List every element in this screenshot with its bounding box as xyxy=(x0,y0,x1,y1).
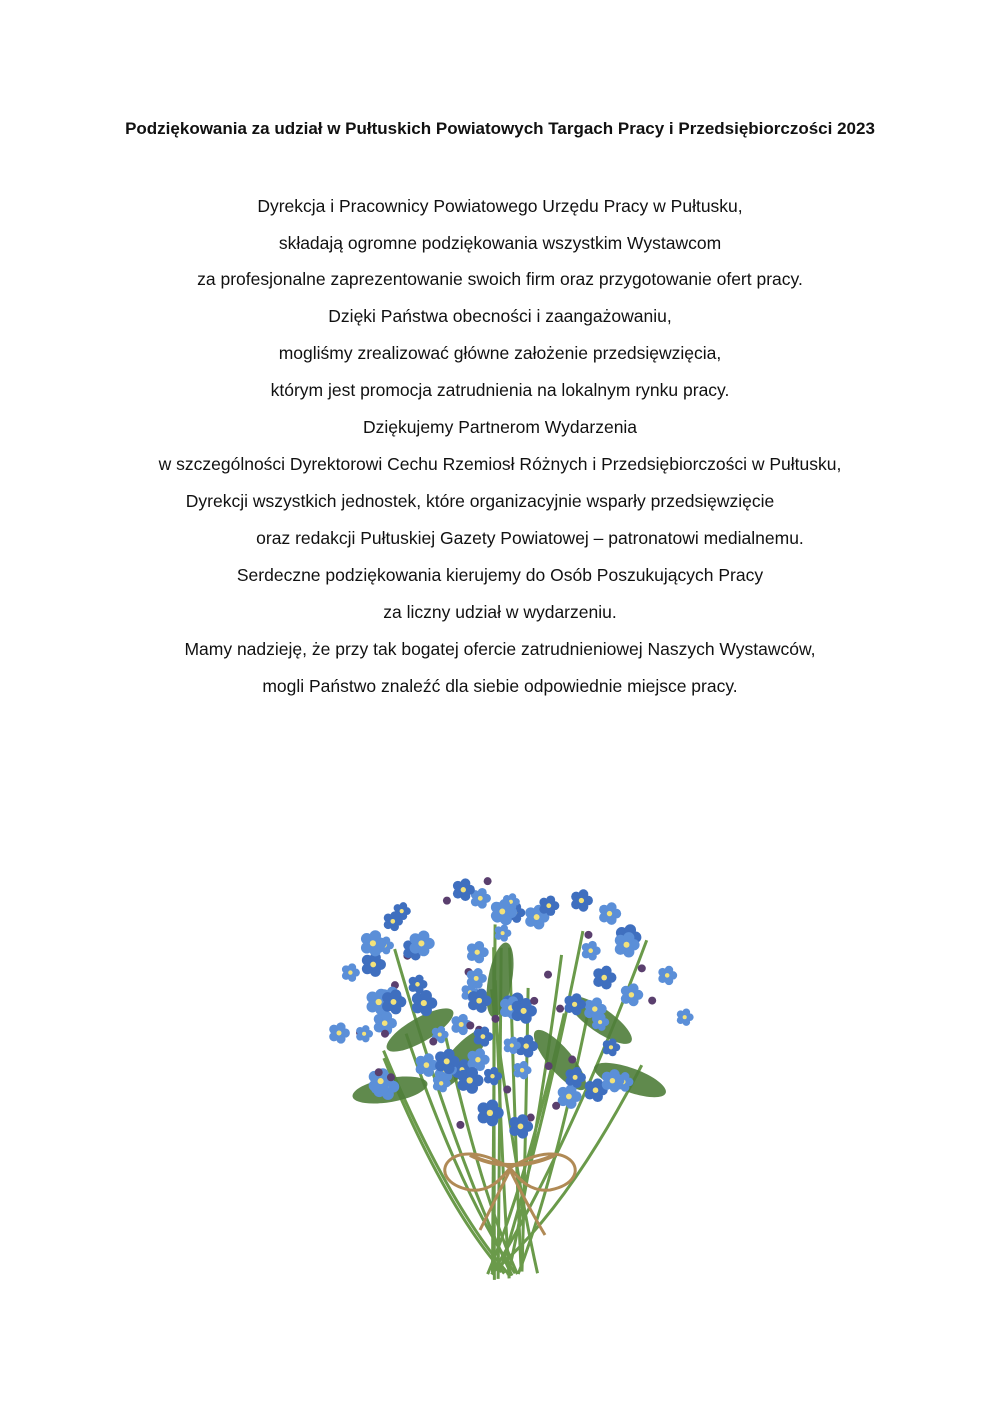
flower-bud xyxy=(568,1056,576,1064)
flower-center xyxy=(518,1124,524,1130)
petal xyxy=(459,1059,468,1068)
flower-center xyxy=(588,948,593,953)
flower-center xyxy=(593,1087,599,1093)
petal xyxy=(523,1035,533,1045)
body-line: Mamy nadzieję, że przy tak bogatej ofercie zatrudnieniowej Naszych Wystawców, xyxy=(184,639,816,659)
flower-center xyxy=(609,1045,613,1049)
flower xyxy=(621,983,643,1006)
petal xyxy=(572,993,582,1003)
petal xyxy=(478,888,487,897)
petal xyxy=(336,1022,345,1031)
flower-center xyxy=(523,1043,528,1048)
flower-bud xyxy=(544,971,552,979)
flower-center xyxy=(546,903,551,908)
flower-bud xyxy=(492,1015,500,1023)
document-title: Podziękowania za udział w Pułtuskich Powiatowych Targach Pracy i Przedsiębiorczości 2023 xyxy=(125,119,875,138)
flower-center xyxy=(520,1068,524,1072)
body-line: Serdeczne podziękowania kierujemy do Osób Poszukujących Pracy xyxy=(236,565,764,585)
flower-bud xyxy=(443,897,451,905)
body-line: składają ogromne podziękowania wszystkim Wystawcom xyxy=(278,233,722,253)
flower-center xyxy=(439,1081,443,1085)
petal xyxy=(592,1078,602,1088)
flower xyxy=(495,925,512,942)
petal xyxy=(475,1048,485,1058)
flower-center xyxy=(629,992,634,997)
flower xyxy=(677,1008,694,1025)
petal xyxy=(607,902,617,912)
flower-bud xyxy=(556,1005,564,1013)
flower-center xyxy=(400,909,404,913)
body-line: którym jest promocja zatrudnienia na lokalnym rynku pracy. xyxy=(270,380,730,400)
flower-center xyxy=(376,999,382,1005)
flower-center xyxy=(607,911,612,916)
flower-center xyxy=(521,1008,527,1014)
flower-center xyxy=(467,1077,473,1083)
flower-bud xyxy=(584,931,592,939)
flower-bud xyxy=(552,1102,560,1110)
petal xyxy=(628,983,638,993)
flower-center xyxy=(337,1031,342,1036)
flower-center xyxy=(573,1075,578,1080)
flower xyxy=(539,895,559,915)
forget-me-not-bouquet-icon xyxy=(300,850,720,1290)
flower-center xyxy=(415,982,420,987)
petal xyxy=(476,989,487,1000)
flower-center xyxy=(390,919,395,924)
petal xyxy=(443,1049,454,1060)
flower-center xyxy=(382,1020,388,1026)
flower xyxy=(467,968,487,989)
petal xyxy=(420,990,431,1001)
flower-center xyxy=(475,950,480,955)
flower-center xyxy=(370,962,376,968)
body-line: w szczególności Dyrektorowi Cechu Rzemiosł Różnych i Przedsiębiorczości w Pułtusku, xyxy=(158,454,842,474)
flower xyxy=(474,1027,494,1047)
petal xyxy=(474,941,484,951)
petal xyxy=(370,930,382,942)
flower-bud xyxy=(387,1073,395,1081)
flower-bud xyxy=(648,997,656,1005)
flower-bud xyxy=(503,1085,511,1093)
flower-center xyxy=(459,1022,464,1027)
petal xyxy=(578,889,588,899)
flower-bud xyxy=(381,1030,389,1038)
petal xyxy=(362,1025,370,1033)
petal xyxy=(499,899,510,910)
petal xyxy=(623,932,634,943)
petal xyxy=(546,895,555,904)
flower-center xyxy=(475,1057,480,1062)
body-line: mogli Państwo znaleźć dla siebie odpowiednie miejsce pracy. xyxy=(262,676,738,696)
flower xyxy=(593,966,616,990)
flower-center xyxy=(461,887,466,892)
body-line: za liczny udział w wydarzeniu. xyxy=(383,602,617,622)
flower xyxy=(453,878,475,901)
petal xyxy=(399,902,407,910)
flower-center xyxy=(624,942,630,948)
petal xyxy=(588,941,597,950)
flower xyxy=(514,1061,532,1079)
flower-center xyxy=(579,898,584,903)
petal xyxy=(665,966,674,975)
flower xyxy=(658,966,677,985)
flower xyxy=(342,963,360,982)
petal xyxy=(423,1053,433,1063)
petal xyxy=(520,1061,528,1069)
flower-center xyxy=(481,1034,486,1039)
body-line: Dzięki Państwa obecności i zaangażowaniu, xyxy=(328,306,672,326)
flower-center xyxy=(683,1015,687,1019)
flower-center xyxy=(444,1058,450,1064)
flower-center xyxy=(592,1006,597,1011)
petal xyxy=(609,1038,617,1046)
petal xyxy=(474,968,483,977)
flower xyxy=(582,941,601,961)
flower-center xyxy=(534,914,540,920)
flower-center xyxy=(601,975,607,981)
petal xyxy=(609,1069,619,1079)
flower xyxy=(467,941,489,963)
petal xyxy=(682,1008,690,1016)
flower-center xyxy=(421,1000,427,1006)
body-line: Dyrekcja i Pracownicy Powiatowego Urzędu Pracy w Pułtusku, xyxy=(257,196,743,216)
flower-center xyxy=(566,1094,572,1100)
flower-center xyxy=(499,909,505,915)
flower-center xyxy=(478,896,483,901)
flower-bud xyxy=(484,877,492,885)
petal xyxy=(437,1026,445,1034)
petal xyxy=(592,997,602,1007)
petal xyxy=(520,998,531,1009)
flower-bud xyxy=(638,964,646,972)
flower xyxy=(410,931,435,957)
flower-center xyxy=(348,970,352,974)
flower-center xyxy=(572,1002,577,1007)
flower-center xyxy=(510,1043,514,1047)
flower-bud xyxy=(545,1062,553,1070)
flower-center xyxy=(501,931,505,935)
petal xyxy=(572,1067,581,1076)
petal xyxy=(460,878,470,888)
flower-bud xyxy=(429,1038,437,1046)
body-line: Dyrekcji wszystkich jednostek, które organizacyjnie wsparły przedsięwzięcie xyxy=(185,491,775,511)
flower-center xyxy=(370,940,376,946)
petal xyxy=(439,1074,447,1082)
flower xyxy=(361,930,386,956)
petal xyxy=(500,925,508,933)
petal xyxy=(348,963,356,971)
flower-center xyxy=(487,1110,493,1116)
petal xyxy=(480,1027,489,1036)
petal xyxy=(601,966,611,976)
body-line: oraz redakcji Pułtuskiej Gazety Powiatowej – patronatowi medialnemu. xyxy=(256,528,804,548)
petal xyxy=(382,1011,393,1022)
petal xyxy=(510,1037,518,1045)
petal xyxy=(390,911,399,920)
flower-center xyxy=(378,1078,384,1084)
petal xyxy=(509,893,517,901)
petal xyxy=(458,1014,467,1023)
petal xyxy=(466,1067,478,1079)
petal xyxy=(390,989,401,1000)
flower-center xyxy=(610,1078,615,1083)
flower-center xyxy=(362,1032,366,1036)
flower-center xyxy=(665,973,670,978)
flower-bud xyxy=(466,1022,474,1030)
flower xyxy=(599,902,621,925)
petal xyxy=(490,1067,498,1075)
flower-center xyxy=(418,940,424,946)
body-line: Dziękujemy Partnerom Wydarzenia xyxy=(362,417,638,437)
flower-bud xyxy=(375,1068,383,1076)
petal xyxy=(415,975,424,984)
petal xyxy=(486,1099,498,1111)
flower xyxy=(382,989,406,1014)
petal xyxy=(418,931,429,942)
flower-center xyxy=(598,1020,602,1024)
flower-center xyxy=(474,976,479,981)
flower-center xyxy=(476,998,482,1004)
flower xyxy=(356,1025,373,1042)
flower xyxy=(329,1022,350,1043)
flower-center xyxy=(424,1062,430,1068)
flower-center xyxy=(438,1033,442,1037)
body-line: za profesjonalne zaprezentowanie swoich firm oraz przygotowanie ofert pracy. xyxy=(197,269,803,289)
flower xyxy=(571,889,593,911)
petal xyxy=(517,1114,528,1125)
flower-bud xyxy=(530,997,538,1005)
body-line: mogliśmy zrealizować główne założenie przedsięwzięcia, xyxy=(278,343,722,363)
flower-center xyxy=(391,999,397,1005)
flower-bud xyxy=(456,1121,464,1129)
flower-center xyxy=(490,1074,494,1078)
